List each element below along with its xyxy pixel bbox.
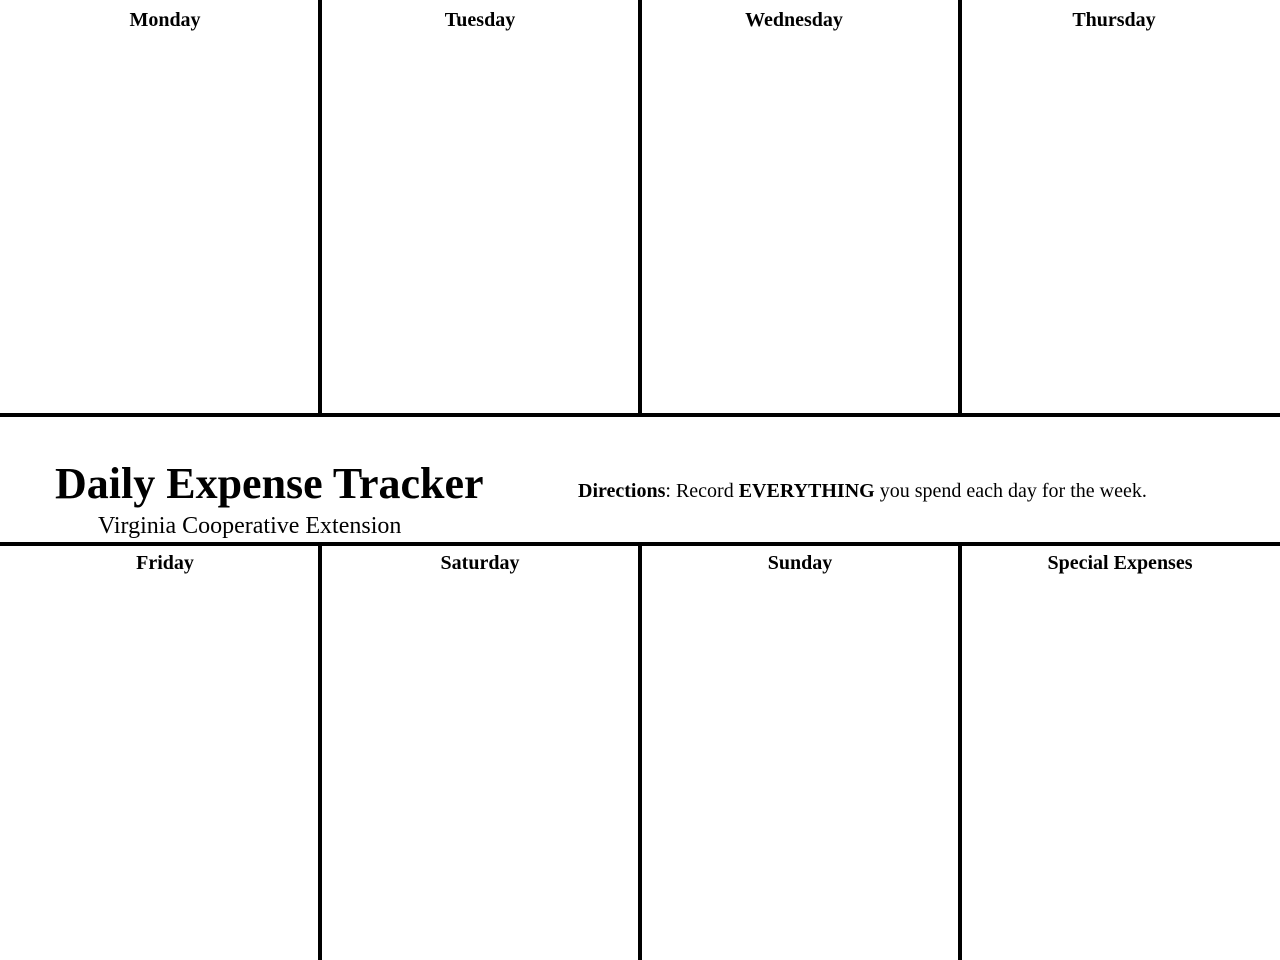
organization-name: Virginia Cooperative Extension [98,513,402,539]
directions-label: Directions [578,480,666,502]
top-divider-1 [318,0,322,416]
column-header-saturday: Saturday [440,552,520,574]
column-header-monday: Monday [129,9,201,31]
column-header-friday: Friday [136,552,194,574]
directions-rest: you spend each day for the week. [874,480,1147,502]
bottom-divider-1 [318,544,322,960]
directions-text [578,478,1147,504]
column-header-wednesday: Wednesday [745,9,843,31]
top-section-border [0,413,1280,417]
column-header-thursday: Thursday [1072,9,1156,31]
top-divider-2 [638,0,642,416]
page-title: Daily Expense Tracker [55,459,484,508]
top-divider-3 [958,0,962,416]
column-header-special-expenses: Special Expenses [1047,552,1193,574]
bottom-divider-3 [958,544,962,960]
bottom-divider-2 [638,544,642,960]
column-header-sunday: Sunday [767,552,833,574]
directions-intro: : Record [665,480,739,502]
column-header-tuesday: Tuesday [444,9,516,31]
directions-emphasis: EVERYTHING [738,480,875,502]
